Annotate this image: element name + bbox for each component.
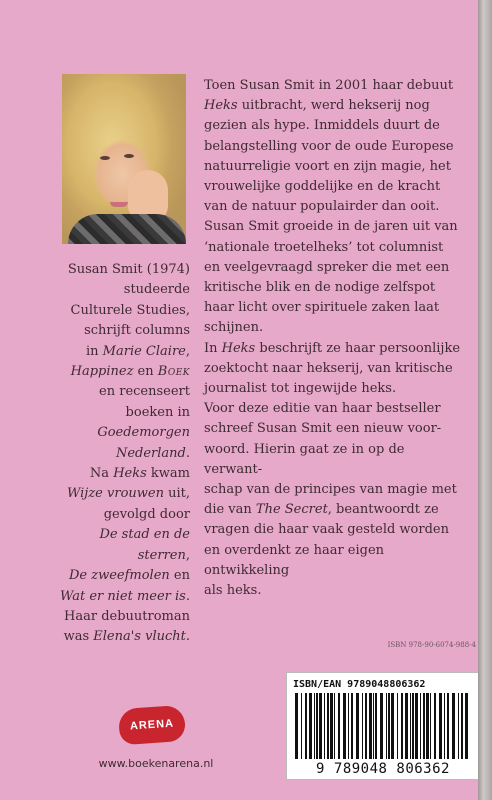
barcode-bar (324, 693, 325, 759)
blurb-line: Susan Smit groeide in de jaren uit van (204, 219, 458, 235)
blurb-line: woord. Hierin gaat ze in op de verwant- (204, 441, 405, 477)
bio-line: De zweefmolen en (68, 568, 190, 584)
barcode-bar (309, 693, 312, 759)
bio-line: Wat er niet meer is. (60, 588, 190, 604)
barcode-bar (365, 693, 367, 759)
bio-line: De stad en de sterren, (99, 527, 190, 563)
blurb-line: vrouwelijke goddelijke en de kracht (204, 179, 441, 195)
photo-eye-left (100, 156, 110, 160)
barcode-bar (334, 693, 335, 759)
barcode-bar (356, 693, 359, 759)
bio-line: in Marie Claire, (86, 343, 190, 359)
bio-line: boeken in (125, 404, 190, 420)
barcode-bar (319, 693, 322, 759)
blurb-line: als heks. (204, 583, 262, 599)
blurb-line: die van The Secret, beantwoordt ze (204, 502, 439, 518)
barcode-bar (343, 693, 346, 759)
blurb-line: Toen Susan Smit in 2001 haar debuut (204, 78, 454, 93)
bio-line: Susan Smit (1974) (67, 262, 190, 277)
barcode-bar (305, 693, 307, 759)
barcode-bar (373, 693, 374, 759)
barcode-bar (380, 693, 383, 759)
barcode-bar (423, 693, 425, 759)
blurb-line: zoektocht naar hekserij, van kritische (204, 360, 453, 376)
barcode-icon (293, 693, 473, 759)
isbn-ean-label: ISBN/EAN 9789048806362 (293, 679, 426, 690)
page-edge (478, 0, 492, 800)
bio-line: Nederland. (115, 445, 190, 461)
barcode-digits: 9 789048 806362 (316, 761, 450, 777)
blurb-line: journalist tot ingewijde heks. (204, 381, 397, 397)
barcode-bar (439, 693, 442, 759)
barcode-bar (338, 693, 340, 759)
barcode-bar (327, 693, 329, 759)
bio-line: Happinez en Boek (70, 364, 190, 380)
bio-line: Goedemorgen (97, 425, 190, 441)
bio-line: Na Heks kwam (89, 466, 190, 482)
book-blurb (204, 76, 466, 601)
barcode-bar (316, 693, 318, 759)
blurb-line: en overdenkt ze haar eigen ontwikkeling (204, 542, 385, 578)
bio-line: Culturele Studies, (70, 302, 190, 318)
barcode-bar (465, 693, 468, 759)
bio-line: Wijze vrouwen uit, (67, 486, 190, 502)
barcode-bar (397, 693, 398, 759)
photo-smile (110, 202, 128, 207)
barcode-bar (426, 693, 429, 759)
blurb-line: In Heks beschrijft ze haar persoonlijke (204, 340, 461, 356)
barcode-bar (391, 693, 394, 759)
barcode-bar (301, 693, 302, 759)
barcode-bar (420, 693, 421, 759)
barcode-bar (415, 693, 418, 759)
barcode-bar (386, 693, 387, 759)
blurb-line: van de natuur populairder dan ooit. (204, 199, 440, 215)
barcode-bar (447, 693, 449, 759)
photo-eye-right (124, 154, 134, 158)
barcode-bar (314, 693, 315, 759)
barcode-sticker (286, 672, 480, 780)
barcode-bar (452, 693, 455, 759)
arena-logo (118, 705, 186, 746)
barcode-bar (410, 693, 411, 759)
bio-line: was Elena's vlucht. (63, 629, 190, 645)
photo-scarf (68, 214, 186, 244)
blurb-line: schap van de principes van magie met (204, 482, 457, 498)
barcode-bar (348, 693, 349, 759)
barcode-bar (369, 693, 372, 759)
blurb-line: schijnen. (204, 320, 264, 336)
bio-line: schrijft columns (84, 323, 190, 339)
barcode-bar (375, 693, 377, 759)
blurb-line: vragen die haar vaak gesteld worden (204, 522, 449, 538)
barcode-bar (412, 693, 414, 759)
barcode-bar (330, 693, 333, 759)
blurb-line: gezien als hype. Inmiddels duurt de (204, 118, 440, 134)
bio-line: en recenseert (99, 384, 190, 400)
blurb-line: belangstelling voor de oude Europese (204, 138, 454, 154)
barcode-bar (444, 693, 445, 759)
bio-line: gevolgd door (103, 506, 190, 522)
barcode-bar (351, 693, 353, 759)
publisher-website[interactable]: www.boekenarena.nl (98, 757, 214, 770)
arena-logo-text: ARENA (129, 717, 175, 733)
barcode-bar (362, 693, 363, 759)
isbn-small-print: ISBN 978-90-6074-988-4 (387, 641, 476, 649)
barcode-bar (461, 693, 463, 759)
bio-line: studeerde (123, 282, 190, 298)
blurb-line: haar licht over spirituele zaken laat (204, 300, 440, 316)
blurb-line: en veelgevraagd spreker die met een (204, 259, 450, 275)
barcode-bar (401, 693, 403, 759)
blurb-line: schreef Susan Smit een nieuw voor- (204, 421, 442, 437)
blurb-line: Voor deze editie van haar bestseller (204, 401, 441, 417)
barcode-bar (458, 693, 459, 759)
barcode-bar (405, 693, 408, 759)
barcode-bar (434, 693, 436, 759)
barcode-bar (295, 693, 298, 759)
blurb-line: ‘nationale troetelheks’ tot columnist (204, 239, 444, 255)
author-bio (60, 260, 190, 648)
bio-line: Haar debuutroman (64, 608, 190, 624)
barcode-bar (388, 693, 390, 759)
blurb-line: kritische blik en de nodige zelfspot (204, 280, 436, 296)
barcode-bar (430, 693, 431, 759)
blurb-line: natuurreligie voort en zijn magie, het (204, 158, 451, 174)
blurb-line: Heks uitbracht, werd hekserij nog (204, 98, 430, 114)
author-photo (62, 74, 186, 244)
